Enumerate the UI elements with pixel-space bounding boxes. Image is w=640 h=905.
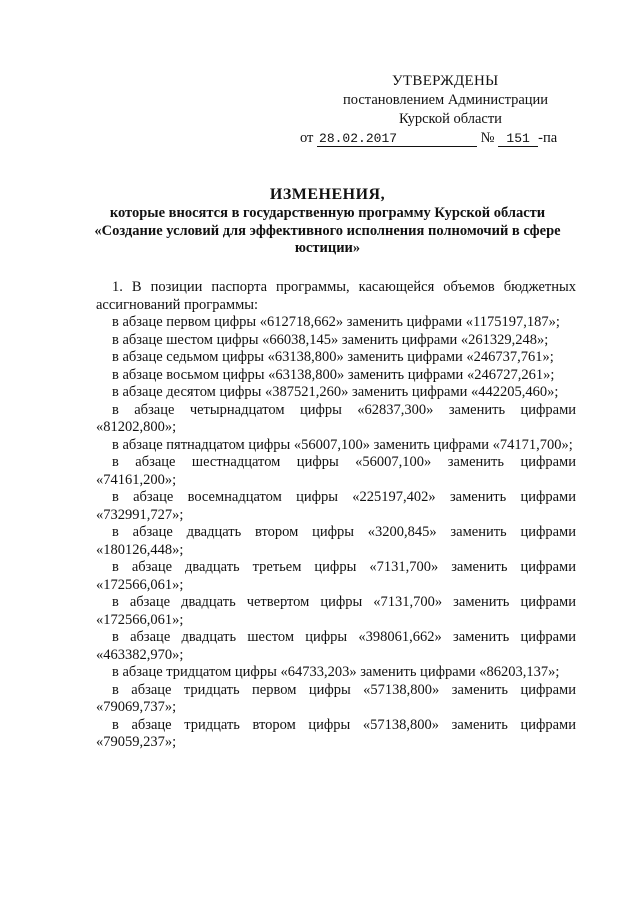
- approval-date: 28.02.2017: [317, 132, 477, 147]
- approval-region: Курской области: [399, 111, 502, 127]
- number-suffix: -па: [538, 130, 558, 146]
- list-item: в абзаце двадцать втором цифры «3200,845» заменить цифрами «180126,448»;: [96, 524, 576, 558]
- list-item: в абзаце тридцатом цифры «64733,203» заменить цифрами «86203,137»;: [112, 664, 560, 680]
- list-item: в абзаце восемнадцатом цифры «225197,402» заменить цифрами «732991,727»;: [96, 489, 576, 523]
- intro-paragraph: 1. В позиции паспорта программы, касающейся объемов бюджетных ассигнований программы:: [96, 279, 576, 313]
- list-item: в абзаце шестнадцатом цифры «56007,100» заменить цифрами «74161,200»;: [96, 454, 576, 488]
- document-heading: [60, 185, 595, 258]
- document-title: ИЗМЕНЕНИЯ,: [269, 186, 386, 203]
- list-item: в абзаце пятнадцатом цифры «56007,100» заменить цифрами «74171,700»;: [112, 436, 573, 453]
- approval-date-number: [300, 129, 600, 148]
- date-prefix: от: [300, 130, 314, 146]
- list-item: в абзаце двадцать четвертом цифры «7131,700» заменить цифрами «172566,061»;: [96, 594, 576, 628]
- list-item: в абзаце восьмом цифры «63138,800» заменить цифрами «246727,261»;: [112, 366, 555, 383]
- document-subtitle-1: которые вносятся в государственную программу Курской области: [109, 205, 546, 221]
- number-label: №: [480, 130, 495, 146]
- document-subtitle-2: «Создание условий для эффективного исполнения полномочий в сфере юстиции»: [94, 222, 561, 256]
- list-item: в абзаце десятом цифры «387521,260» заменить цифрами «442205,460»;: [112, 384, 559, 400]
- list-item: в абзаце тридцать втором цифры «57138,800» заменить цифрами «79059,237»;: [96, 716, 576, 750]
- list-item: в абзаце двадцать шестом цифры «398061,662» заменить цифрами «463382,970»;: [96, 629, 576, 663]
- list-item: в абзаце шестом цифры «66038,145» заменить цифрами «261329,248»;: [112, 331, 549, 348]
- list-item: в абзаце четырнадцатом цифры «62837,300» заменить цифрами «81202,800»;: [96, 401, 576, 435]
- list-item: в абзаце седьмом цифры «63138,800» заменить цифрами «246737,761»;: [112, 349, 554, 365]
- approval-number: 151: [498, 132, 538, 147]
- list-item: в абзаце двадцать третьем цифры «7131,700» заменить цифрами «172566,061»;: [96, 559, 576, 593]
- approval-issuer: постановлением Администрации: [343, 92, 549, 108]
- approval-title: УТВЕРЖДЕНЫ: [392, 73, 499, 89]
- list-item: в абзаце первом цифры «612718,662» заменить цифрами «1175197,187»;: [112, 314, 560, 330]
- document-body: [96, 279, 576, 752]
- list-item: в абзаце тридцать первом цифры «57138,800» заменить цифрами «79069,737»;: [96, 681, 576, 715]
- approval-block: [300, 72, 600, 148]
